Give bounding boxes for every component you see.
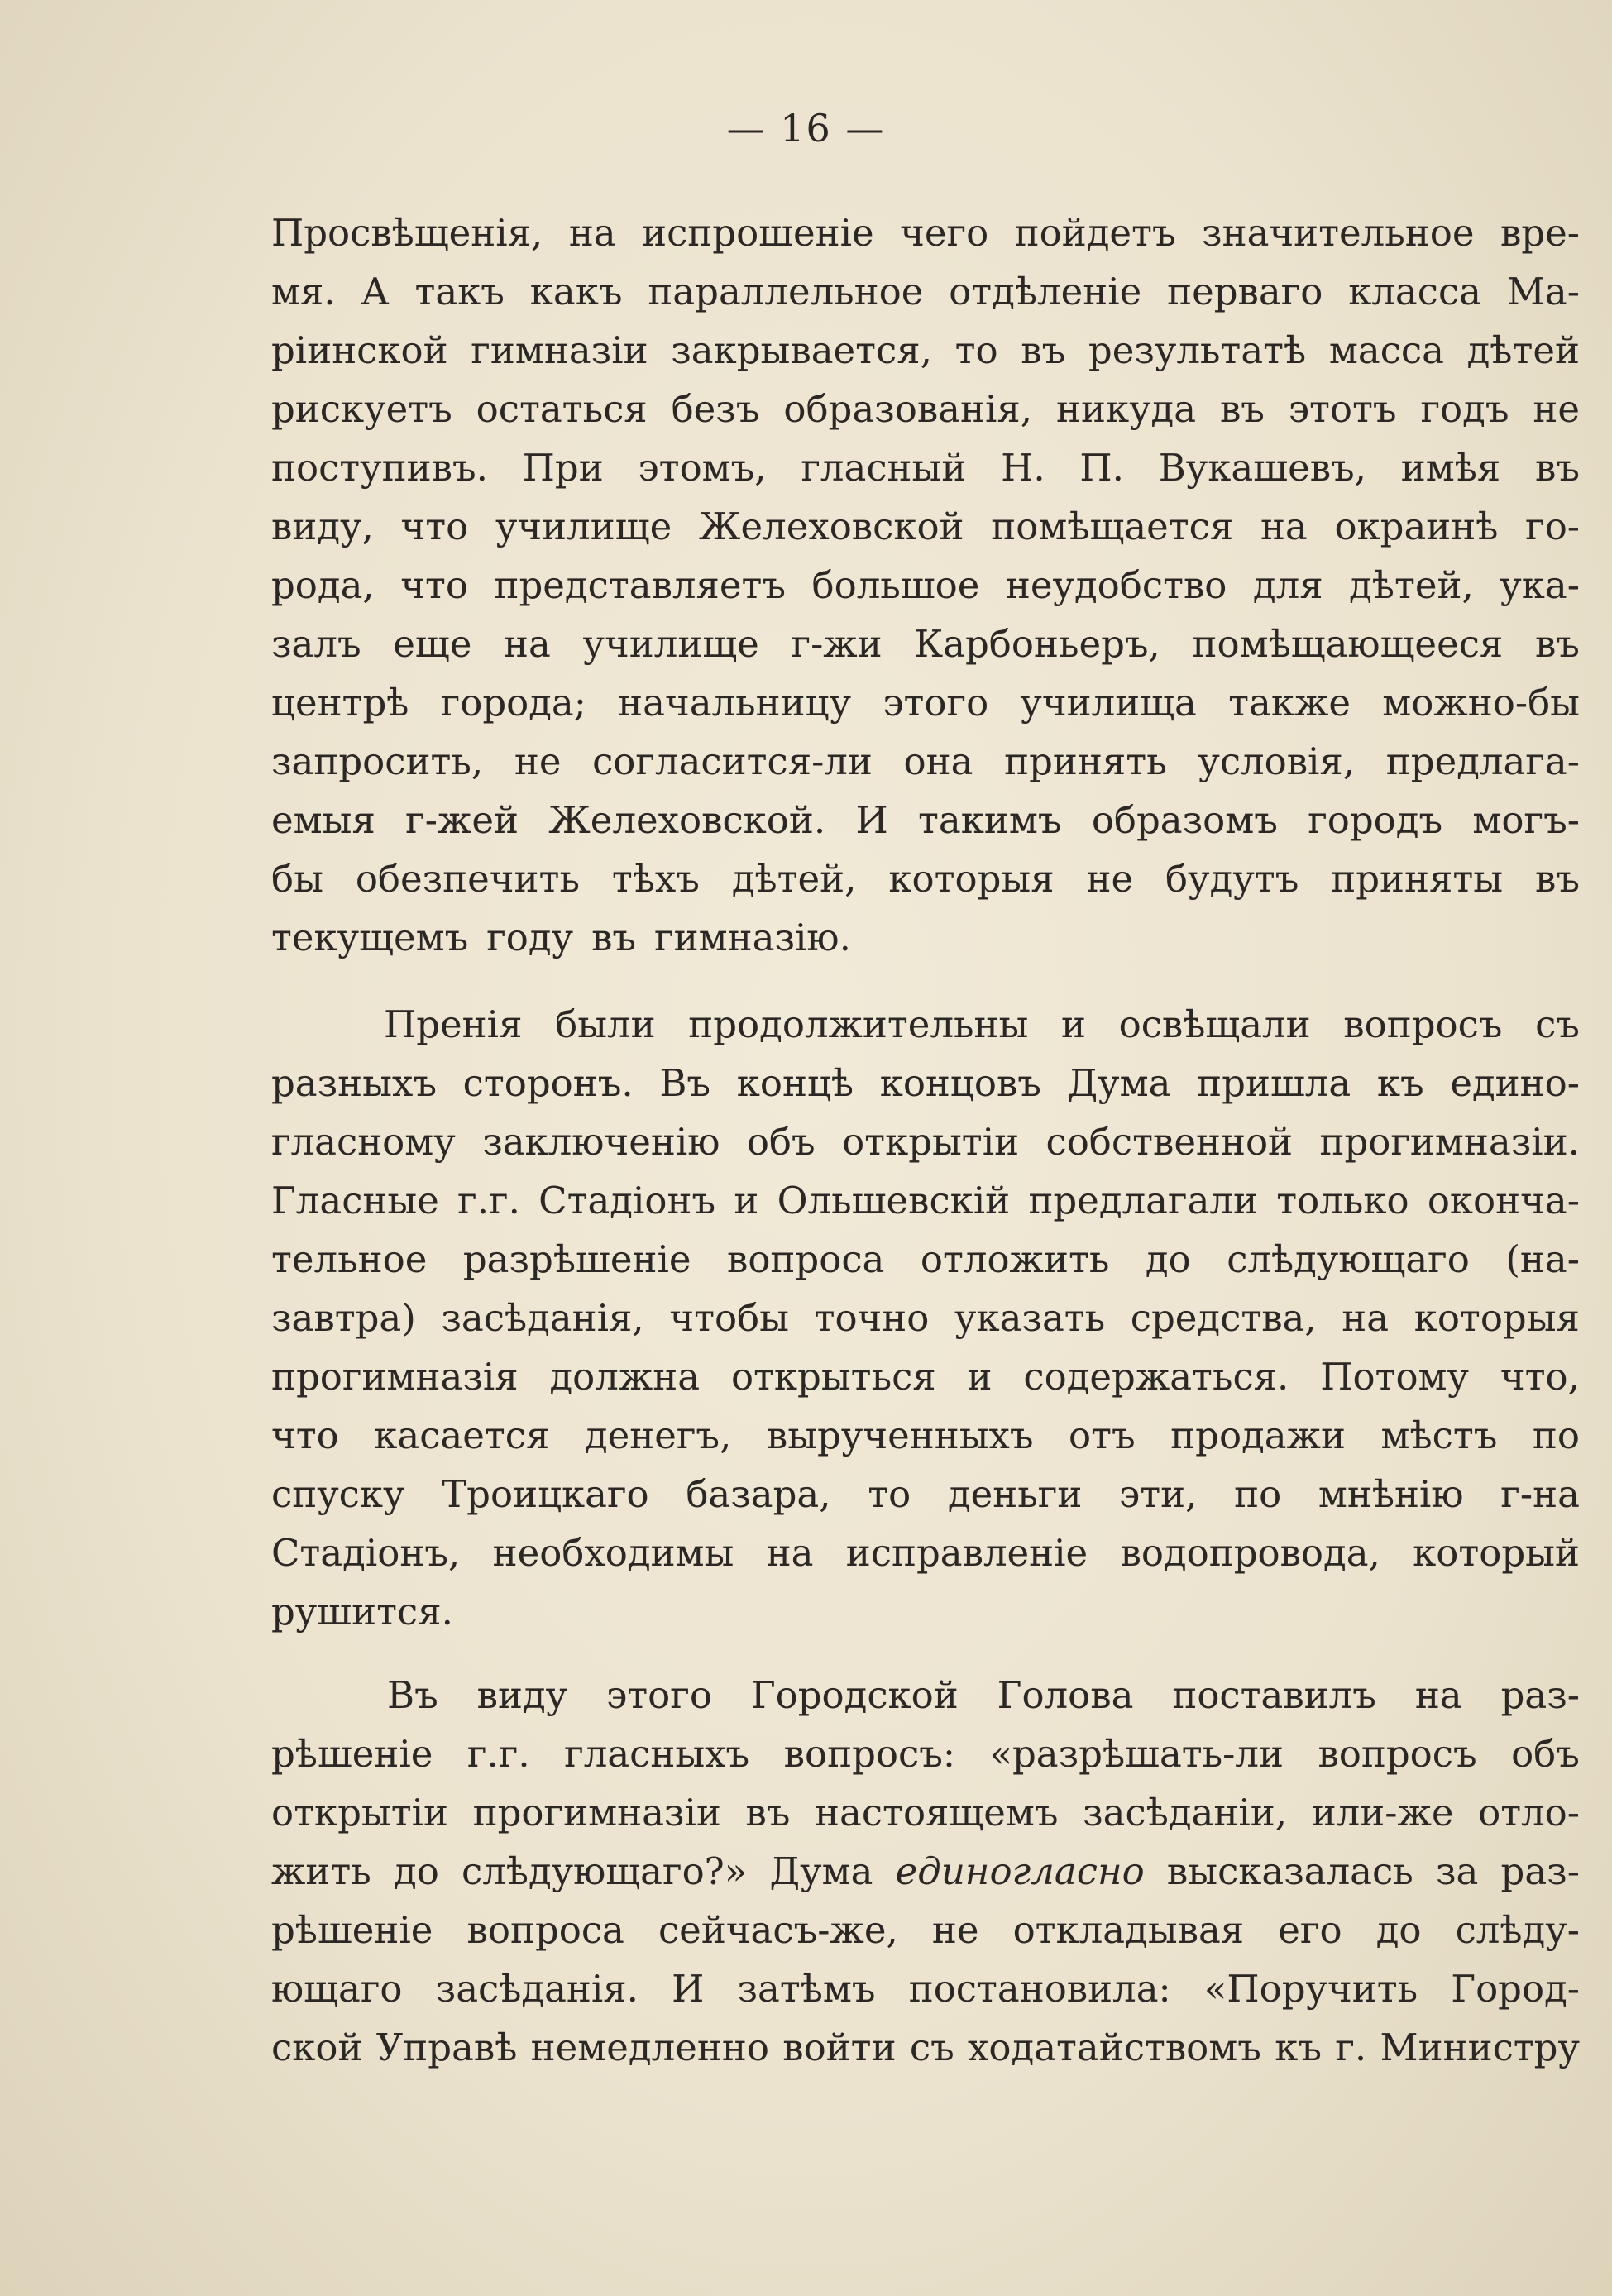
word: мнѣнію: [1318, 1472, 1464, 1516]
text-line: [271, 380, 1580, 438]
text-line: [271, 1230, 1580, 1289]
word: г.: [1335, 2026, 1367, 2069]
word: Управѣ: [375, 2026, 518, 2069]
word: и: [967, 1355, 993, 1399]
word: ходатайствомъ: [968, 2026, 1261, 2069]
word: единогласно: [895, 1849, 1145, 1893]
word: касается: [374, 1413, 550, 1457]
word: его: [1278, 1908, 1342, 1952]
word: значительное: [1202, 211, 1475, 255]
word: текущемъ: [271, 916, 469, 959]
paragraph-2: [271, 995, 1580, 1641]
word: этого: [606, 1673, 712, 1717]
text-line: [271, 1724, 1580, 1783]
word: на: [504, 622, 551, 666]
word: по: [1234, 1472, 1282, 1516]
word: разныхъ: [271, 1061, 437, 1105]
word: до: [1145, 1237, 1191, 1281]
word: училище: [495, 505, 672, 548]
word: вопроса: [727, 1237, 885, 1281]
word: объ: [746, 1120, 816, 1164]
word: класса: [1348, 270, 1481, 313]
word: образованія,: [783, 387, 1033, 431]
word: А: [361, 270, 390, 313]
word: что: [400, 563, 468, 607]
word: до: [394, 1849, 439, 1893]
word: Въ: [387, 1673, 438, 1717]
word: могъ-: [1472, 798, 1580, 842]
word: масса: [1328, 328, 1444, 372]
word: водопровода,: [1120, 1531, 1380, 1575]
word: Дума: [1067, 1061, 1171, 1105]
text-line: [271, 1783, 1580, 1842]
word: на: [1342, 1296, 1390, 1340]
word: Желеховской.: [548, 798, 826, 842]
word: согласится-ли: [592, 739, 873, 783]
word: помѣщается: [991, 505, 1234, 548]
text-line: [271, 1406, 1580, 1465]
word: эти,: [1119, 1472, 1198, 1516]
word: съ: [1535, 1002, 1580, 1046]
word: необходимы: [492, 1531, 734, 1575]
word: г-жи: [791, 622, 883, 666]
word: Просвѣщенія,: [271, 211, 543, 255]
word: открытіи: [271, 1791, 449, 1834]
word: только: [1276, 1179, 1409, 1222]
word: году: [486, 916, 574, 959]
word: въ: [1021, 328, 1066, 372]
word: рѣшеніе: [271, 1908, 433, 1952]
word: по: [1532, 1413, 1580, 1457]
page-number: — 16 —: [726, 106, 886, 151]
word: отло-: [1478, 1791, 1580, 1834]
word: гласный: [801, 446, 967, 490]
word: войти: [782, 2026, 897, 2069]
text-line: [271, 732, 1580, 791]
word: годъ: [1420, 387, 1509, 431]
word: денегъ,: [584, 1413, 732, 1457]
word: предлагали: [1028, 1179, 1258, 1222]
word: едино-: [1450, 1061, 1580, 1105]
word: къ: [1376, 1061, 1424, 1105]
word: освѣщали: [1118, 1002, 1311, 1046]
word: которыя: [888, 857, 1055, 901]
word: тельное: [271, 1237, 428, 1281]
word: пойдетъ: [1014, 211, 1176, 255]
word: затѣмъ: [737, 1967, 876, 2011]
word: въ: [1535, 446, 1580, 490]
word: ріинской: [271, 328, 448, 372]
word: немедленно: [530, 2026, 769, 2069]
paragraph-gap: [271, 1641, 1580, 1666]
word: Желеховской: [698, 505, 964, 548]
word: Въ: [659, 1061, 711, 1105]
word: собственной: [1045, 1120, 1294, 1164]
text-line: [271, 849, 1580, 908]
word: въ: [745, 1791, 791, 1834]
word: концовъ: [879, 1061, 1041, 1105]
word: Потому: [1320, 1355, 1470, 1399]
text-line: [271, 615, 1580, 673]
word: засѣданія.: [435, 1967, 639, 2011]
word: Гласные: [271, 1179, 439, 1222]
word: завтра): [271, 1296, 416, 1340]
word: чего: [900, 211, 989, 255]
word: рискуетъ: [271, 387, 452, 431]
word: предлага-: [1385, 739, 1580, 783]
word: города;: [440, 681, 586, 725]
word: рѣшеніе: [271, 1732, 433, 1776]
word: начальницу: [618, 681, 852, 725]
word: вырученныхъ: [766, 1413, 1034, 1457]
text-line: [271, 1959, 1580, 2018]
word: мѣстъ: [1380, 1413, 1498, 1457]
word: Город-: [1451, 1967, 1580, 2011]
word: И: [855, 798, 888, 842]
word: сторонъ.: [462, 1061, 634, 1105]
text-line: [271, 1289, 1580, 1347]
text-line: [271, 1171, 1580, 1230]
word: П.: [1079, 446, 1124, 490]
word: г-жей: [405, 798, 519, 842]
word: городъ: [1308, 798, 1443, 842]
word: При: [522, 446, 604, 490]
word: поставилъ: [1172, 1673, 1376, 1717]
text-line: [271, 908, 1580, 967]
word: раз-: [1500, 1673, 1580, 1717]
word: отдѣленіе: [949, 270, 1142, 313]
word: указать: [954, 1296, 1106, 1340]
word: на: [1260, 505, 1308, 548]
text-line: [271, 438, 1580, 497]
word: еще: [393, 622, 472, 666]
text-line: [271, 1347, 1580, 1406]
word: училища: [1020, 681, 1197, 725]
word: продолжительны: [688, 1002, 1029, 1046]
word: рода,: [271, 563, 375, 607]
paragraph-3: [271, 1666, 1580, 2077]
word: никуда: [1055, 387, 1197, 431]
text-line: [271, 1901, 1580, 1959]
word: Ма-: [1506, 270, 1580, 313]
word: то: [954, 328, 998, 372]
word: что: [271, 1413, 339, 1457]
word: и: [1060, 1002, 1086, 1046]
word: Стадіонъ,: [271, 1531, 461, 1575]
word: гимназію.: [654, 916, 851, 959]
word: разрѣшеніе: [462, 1237, 691, 1281]
word: сейчасъ-же,: [658, 1908, 898, 1952]
word: оконча-: [1427, 1179, 1580, 1222]
word: что,: [1500, 1355, 1580, 1399]
word: Дума: [769, 1849, 873, 1893]
word: залъ: [271, 622, 361, 666]
word: или-же: [1311, 1791, 1454, 1834]
text-line: [271, 1842, 1580, 1901]
word: на: [766, 1531, 814, 1575]
word: какъ: [529, 270, 623, 313]
word: емыя: [271, 798, 375, 842]
word: отъ: [1069, 1413, 1136, 1457]
text-line: [271, 1465, 1580, 1523]
word: вопросъ: [1318, 1732, 1477, 1776]
word: прогимназіи.: [1319, 1120, 1580, 1164]
word: г-на: [1500, 1472, 1580, 1516]
word: отложить: [920, 1237, 1110, 1281]
word: точно: [814, 1296, 930, 1340]
word: можно-бы: [1382, 681, 1580, 725]
word: испрошеніе: [642, 211, 874, 255]
text-line: [271, 791, 1580, 849]
word: большое: [811, 563, 980, 607]
word: образомъ: [1091, 798, 1278, 842]
word: раз-: [1500, 1849, 1580, 1893]
word: слѣдующаго?»: [462, 1849, 748, 1893]
word: до: [1375, 1908, 1422, 1952]
word: на: [1414, 1673, 1462, 1717]
word: дѣтей: [1466, 328, 1580, 372]
text-line: [271, 1666, 1580, 1724]
word: жить: [271, 1849, 371, 1893]
word: не: [1086, 857, 1134, 901]
word: г.г.: [466, 1732, 530, 1776]
word: объ: [1511, 1732, 1580, 1776]
text-line: [271, 497, 1580, 556]
word: содержаться.: [1023, 1355, 1289, 1399]
text-body: [271, 203, 1580, 2077]
word: исправленіе: [845, 1531, 1088, 1575]
word: виду,: [271, 505, 374, 548]
text-line: [271, 2018, 1580, 2077]
word: были: [555, 1002, 656, 1046]
word: слѣду-: [1455, 1908, 1580, 1952]
word: откладывая: [1012, 1908, 1245, 1952]
word: дѣтей,: [1349, 563, 1474, 607]
word: засѣданіи,: [1083, 1791, 1288, 1834]
word: что: [400, 505, 469, 548]
word: къ: [1275, 2026, 1322, 2069]
word: окраинѣ: [1334, 505, 1499, 548]
word: этого: [883, 681, 989, 725]
word: засѣданія,: [441, 1296, 644, 1340]
word: настоящемъ: [815, 1791, 1059, 1834]
word: Голова: [997, 1673, 1134, 1717]
word: (на-: [1505, 1237, 1580, 1281]
word: заключенію: [482, 1120, 720, 1164]
word: въ: [1219, 387, 1265, 431]
word: не: [1533, 387, 1580, 431]
word: гласныхъ: [564, 1732, 750, 1776]
word: и: [734, 1179, 759, 1222]
word: Стадіонъ: [538, 1179, 716, 1222]
word: поступивъ.: [271, 446, 488, 490]
word: остаться: [476, 387, 648, 431]
word: г.г.: [457, 1179, 520, 1222]
text-line: [271, 995, 1580, 1054]
word: мя.: [271, 270, 336, 313]
word: постановила:: [908, 1967, 1171, 2011]
word: Вукашевъ,: [1158, 446, 1366, 490]
word: представляетъ: [494, 563, 787, 607]
word: И: [672, 1967, 705, 2011]
word: слѣдующаго: [1227, 1237, 1470, 1281]
word: прогимназія: [271, 1355, 519, 1399]
word: не: [931, 1908, 979, 1952]
word: центрѣ: [271, 681, 409, 725]
word: дѣтей,: [731, 857, 857, 901]
text-line: [271, 556, 1580, 615]
text-line: [271, 321, 1580, 380]
word: закрывается,: [671, 328, 932, 372]
word: гласному: [271, 1120, 456, 1164]
word: условія,: [1198, 739, 1356, 783]
paragraph-gap: [271, 967, 1580, 995]
word: для: [1252, 563, 1323, 607]
text-line: [271, 203, 1580, 262]
word: бы: [271, 857, 323, 901]
word: помѣщающееся: [1192, 622, 1504, 666]
word: за: [1435, 1849, 1479, 1893]
word: виду: [476, 1673, 568, 1717]
word: Пренія: [384, 1002, 523, 1046]
word: чтобы: [669, 1296, 789, 1340]
word: тѣхъ: [611, 857, 700, 901]
word: принять: [1004, 739, 1167, 783]
word: этотъ: [1288, 387, 1397, 431]
word: продажи: [1170, 1413, 1346, 1457]
word: въ: [591, 916, 637, 959]
word: будутъ: [1165, 857, 1299, 901]
word: въ: [1534, 622, 1580, 666]
word: Карбоньеръ,: [914, 622, 1160, 666]
text-line: [271, 1582, 1580, 1641]
word: результатѣ: [1088, 328, 1307, 372]
word: который: [1413, 1531, 1580, 1575]
word: базара,: [686, 1472, 831, 1516]
word: обезпечить: [355, 857, 580, 901]
word: высказалась: [1166, 1849, 1413, 1893]
word: безъ: [671, 387, 760, 431]
word: открытіи: [842, 1120, 1020, 1164]
word: рушится.: [271, 1590, 453, 1634]
word: параллельное: [648, 270, 924, 313]
word: «Поручить: [1203, 1967, 1418, 2011]
word: вопросъ: [1343, 1002, 1503, 1046]
word: ющаго: [271, 1967, 403, 2011]
text-line: [271, 262, 1580, 321]
word: училище: [582, 622, 759, 666]
word: на: [568, 211, 616, 255]
text-line: [271, 1523, 1580, 1582]
word: также: [1228, 681, 1351, 725]
word: Министру: [1380, 2026, 1580, 2069]
word: то: [868, 1472, 911, 1516]
word: перваго: [1167, 270, 1323, 313]
word: вопросъ:: [783, 1732, 955, 1776]
text-line: [271, 1054, 1580, 1112]
word: должна: [549, 1355, 701, 1399]
word: не: [514, 739, 562, 783]
word: въ: [1535, 857, 1580, 901]
word: запросить,: [271, 739, 484, 783]
word: го-: [1525, 505, 1580, 548]
word: пришла: [1197, 1061, 1351, 1105]
word: неудобство: [1005, 563, 1227, 607]
word: такимъ: [918, 798, 1062, 842]
text-line: [271, 1112, 1580, 1171]
word: вре-: [1500, 211, 1580, 255]
word: гимназіи: [471, 328, 648, 372]
word: прогимназіи: [472, 1791, 721, 1834]
word: имѣя: [1400, 446, 1501, 490]
word: деньги: [947, 1472, 1083, 1516]
word: вопроса: [466, 1908, 624, 1952]
word: ука-: [1500, 563, 1580, 607]
word: «разрѣшать-ли: [989, 1732, 1284, 1776]
word: концѣ: [736, 1061, 854, 1105]
word: съ: [909, 2026, 954, 2069]
word: Ольшевскій: [777, 1179, 1011, 1222]
word: Троицкаго: [442, 1472, 649, 1516]
word: которыя: [1413, 1296, 1580, 1340]
word: такъ: [414, 270, 505, 313]
word: приняты: [1331, 857, 1504, 901]
word: средства,: [1130, 1296, 1317, 1340]
paragraph-1: [271, 203, 1580, 967]
word: открыться: [730, 1355, 936, 1399]
word: она: [903, 739, 973, 783]
text-line: [271, 673, 1580, 732]
word: Н.: [1001, 446, 1045, 490]
word: ской: [271, 2026, 363, 2069]
word: Городской: [750, 1673, 959, 1717]
word: спуску: [271, 1472, 405, 1516]
word: этомъ,: [638, 446, 767, 490]
